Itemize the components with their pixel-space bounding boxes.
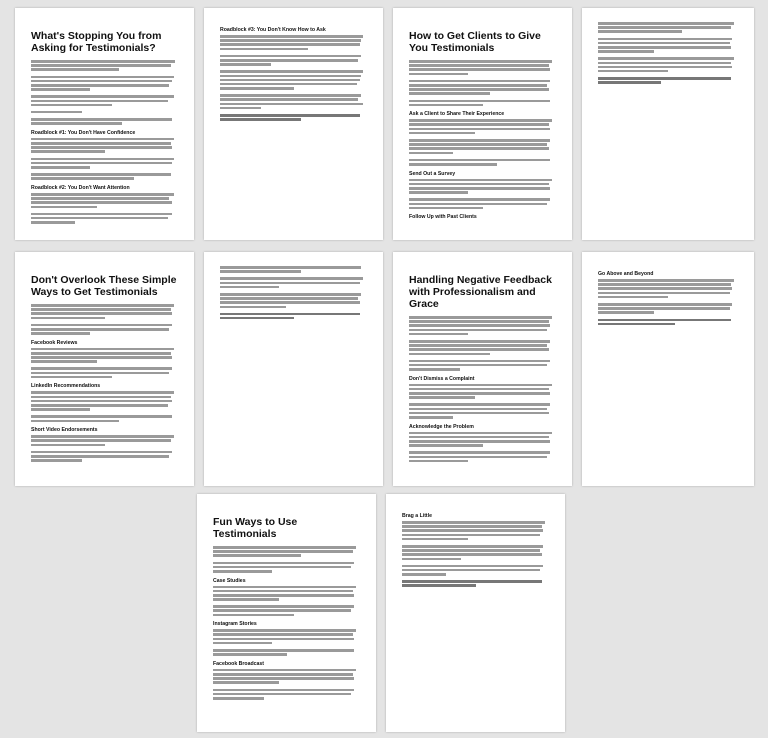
page-title: How to Get Clients to Give You Testimonials [409, 30, 541, 54]
body-text [31, 435, 178, 462]
body-text [31, 391, 178, 422]
body-text [409, 119, 556, 165]
document-page-5 [15, 252, 194, 486]
document-page-3 [393, 8, 572, 240]
body-text [402, 521, 549, 587]
section-heading: Facebook Broadcast [213, 660, 265, 667]
section-heading: Acknowledge the Problem [409, 423, 474, 430]
page-title: Handling Negative Feedback with Professionalism and Grace [409, 274, 552, 310]
body-text [31, 193, 178, 224]
document-page-8 [582, 252, 754, 486]
section-heading: Roadblock #1: You Don't Have Confidence [31, 129, 136, 136]
section-heading: Case Studies [213, 577, 246, 584]
body-text [213, 546, 360, 573]
body-text [598, 22, 738, 84]
document-page-2 [204, 8, 383, 240]
page-title: What's Stopping You from Asking for Testimonials? [31, 30, 162, 54]
body-text [31, 304, 178, 335]
body-text [213, 586, 360, 617]
document-page-9 [197, 494, 376, 732]
section-heading: Roadblock #2: You Don't Want Attention [31, 184, 130, 191]
section-heading: Don't Dismiss a Complaint [409, 375, 475, 382]
body-text [31, 60, 178, 125]
body-text [409, 432, 556, 463]
section-heading: Roadblock #3: You Don't Know How to Ask [220, 27, 326, 33]
section-heading: Ask a Client to Share Their Experience [409, 111, 505, 118]
page-title: Don't Overlook These Simple Ways to Get Testimonials [31, 274, 177, 298]
body-text [31, 348, 178, 379]
section-heading: LinkedIn Recommendations [31, 383, 101, 390]
section-heading: Instagram Stories [213, 621, 257, 628]
body-text [220, 266, 367, 319]
document-page-1 [15, 8, 194, 240]
section-heading: Short Video Endorsements [31, 427, 98, 434]
body-text [409, 60, 556, 106]
page-title: Fun Ways to Use Testimonials [213, 516, 298, 540]
body-text [409, 384, 556, 419]
section-heading: Go Above and Beyond [598, 271, 654, 277]
body-text [220, 35, 367, 121]
section-heading: Follow Up with Past Clients [409, 214, 477, 221]
body-text [213, 629, 360, 656]
body-text [31, 138, 178, 180]
body-text [213, 669, 360, 700]
section-heading: Facebook Reviews [31, 339, 78, 346]
document-page-7 [393, 252, 572, 486]
document-page-10 [386, 494, 565, 732]
section-heading: Send Out a Survey [409, 170, 456, 177]
body-text [409, 179, 556, 210]
body-text [409, 316, 556, 371]
document-page-6 [204, 252, 383, 486]
document-page-4 [582, 8, 754, 240]
section-heading: Brag a Little [402, 513, 432, 519]
body-text [598, 279, 738, 325]
